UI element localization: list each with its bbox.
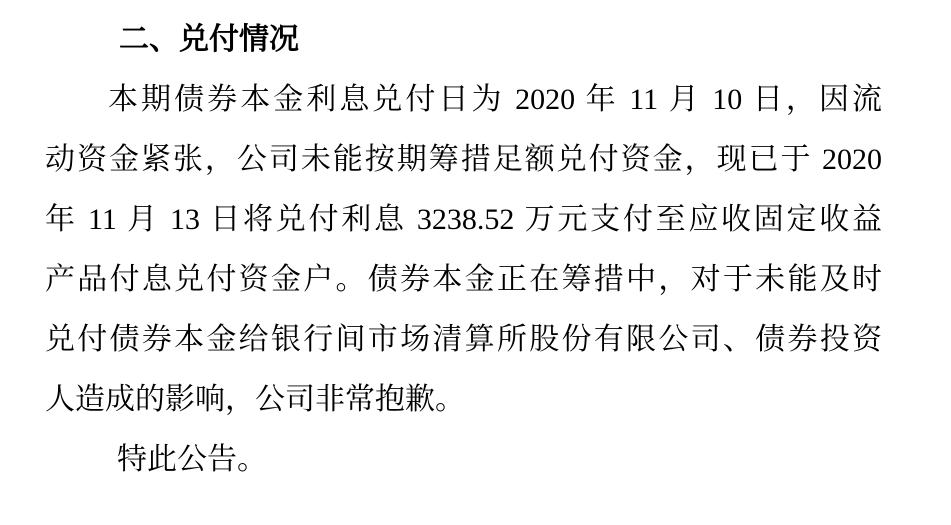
paragraph-line: 兑付债券本金给银行间市场清算所股份有限公司、债券投资 [45,323,882,356]
paragraph-line: 本期债券本金利息兑付日为 2020 年 11 月 10 日，因流 [108,83,882,116]
closing-line: 特此公告。 [117,443,267,476]
paragraph-line: 人造成的影响，公司非常抱歉。 [45,383,465,416]
paragraph-line: 产品付息兑付资金户。债券本金正在筹措中，对于未能及时 [45,263,882,296]
section-heading: 二、兑付情况 [119,23,299,56]
paragraph-line: 动资金紧张，公司未能按期筹措足额兑付资金，现已于 2020 [45,143,882,176]
paragraph-line: 年 11 月 13 日将兑付利息 3238.52 万元支付至应收固定收益 [45,203,882,236]
